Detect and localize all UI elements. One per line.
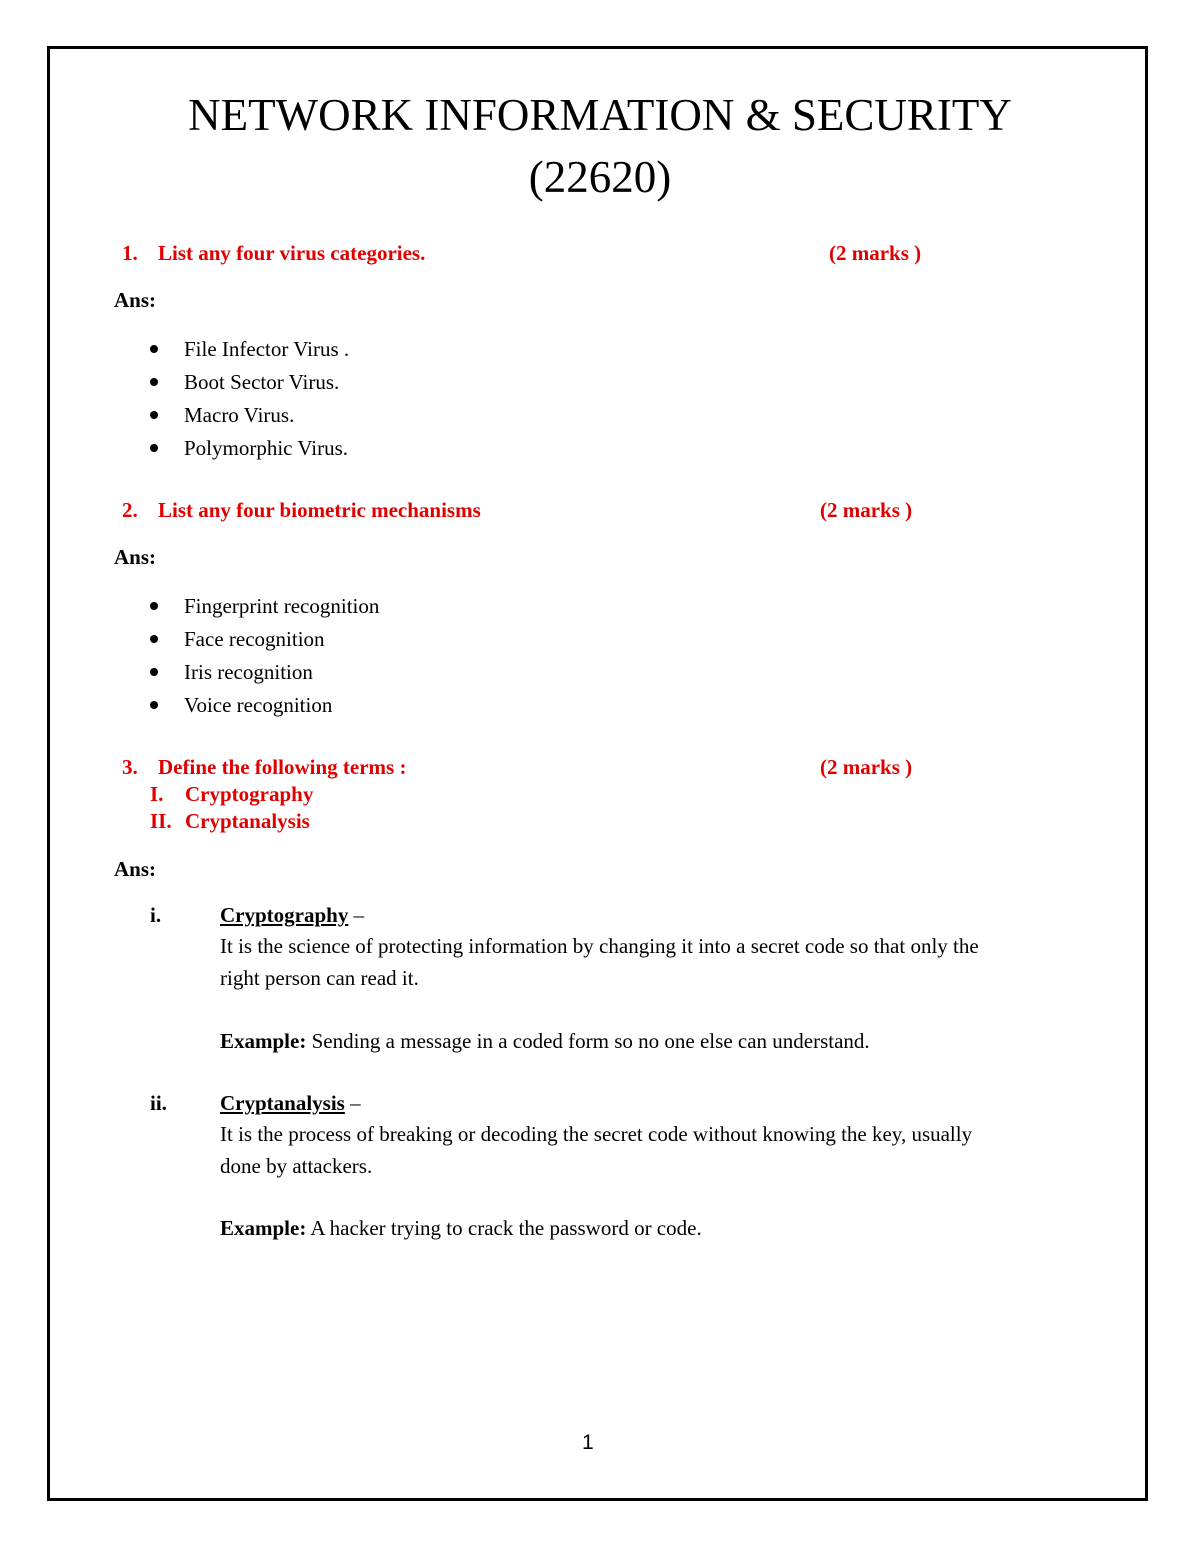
- bullet-icon: [150, 411, 158, 419]
- question-1-number: 1.: [122, 241, 138, 265]
- bullet-icon: [150, 444, 158, 452]
- bullet-icon: [150, 668, 158, 676]
- question-3-marks: (2 marks ): [820, 755, 913, 779]
- question-3-sub1-text: Cryptography: [185, 782, 314, 806]
- answer-label: Ans:: [114, 857, 157, 881]
- question-2-marks: (2 marks ): [820, 498, 913, 522]
- question-1-marks: (2 marks ): [829, 241, 922, 265]
- definition-2-term: Cryptanalysis: [220, 1091, 345, 1115]
- list-item: Boot Sector Virus.: [184, 370, 340, 394]
- definition-1-dash: –: [348, 903, 365, 927]
- list-item: Voice recognition: [184, 693, 333, 717]
- question-3-number: 3.: [122, 755, 138, 779]
- definition-2-line2: done by attackers.: [220, 1154, 373, 1178]
- definition-1-line2: right person can read it.: [220, 966, 419, 990]
- bullet-icon: [150, 602, 158, 610]
- example-text: Sending a message in a coded form so no one else can understand.: [306, 1029, 870, 1053]
- definition-1-term: Cryptography: [220, 903, 349, 927]
- list-item: Iris recognition: [184, 660, 313, 684]
- definition-2-heading: [220, 1090, 361, 1116]
- definition-1-example: [220, 1028, 870, 1054]
- example-label: Example:: [220, 1029, 307, 1053]
- example-label: Example:: [220, 1216, 307, 1240]
- list-item: Macro Virus.: [184, 403, 295, 427]
- bullet-icon: [150, 635, 158, 643]
- question-3-sub2-text: Cryptanalysis: [185, 809, 310, 833]
- document-title-line1: NETWORK INFORMATION & SECURITY: [188, 90, 1012, 140]
- example-text: A hacker trying to crack the password or code.: [306, 1216, 702, 1240]
- question-1-text: List any four virus categories.: [158, 241, 426, 265]
- question-3-sub2-number: II.: [150, 809, 172, 833]
- document-title-line2: (22620): [528, 152, 672, 202]
- definition-2-dash: –: [344, 1091, 361, 1115]
- definition-2-line1: It is the process of breaking or decoding the secret code without knowing the key, usually: [220, 1122, 973, 1146]
- definition-2-example: [220, 1215, 702, 1241]
- answer-label: Ans:: [114, 288, 157, 312]
- answer-label: Ans:: [114, 545, 157, 569]
- list-item: Fingerprint recognition: [184, 594, 380, 618]
- bullet-icon: [150, 701, 158, 709]
- definition-1-number: i.: [150, 903, 162, 927]
- list-item: Face recognition: [184, 627, 325, 651]
- question-2-text: List any four biometric mechanisms: [158, 498, 481, 522]
- list-item: File Infector Virus .: [184, 337, 350, 361]
- bullet-icon: [150, 378, 158, 386]
- list-item: Polymorphic Virus.: [184, 436, 349, 460]
- question-3-text: Define the following terms :: [158, 755, 407, 779]
- question-2-number: 2.: [122, 498, 138, 522]
- definition-1-line1: It is the science of protecting information by changing it into a secret code so that only the: [220, 934, 979, 958]
- definition-2-number: ii.: [150, 1091, 167, 1115]
- page-number: 1: [582, 1431, 594, 1454]
- question-3-sub1-number: I.: [150, 782, 164, 806]
- bullet-icon: [150, 345, 158, 353]
- definition-1-heading: [220, 902, 364, 928]
